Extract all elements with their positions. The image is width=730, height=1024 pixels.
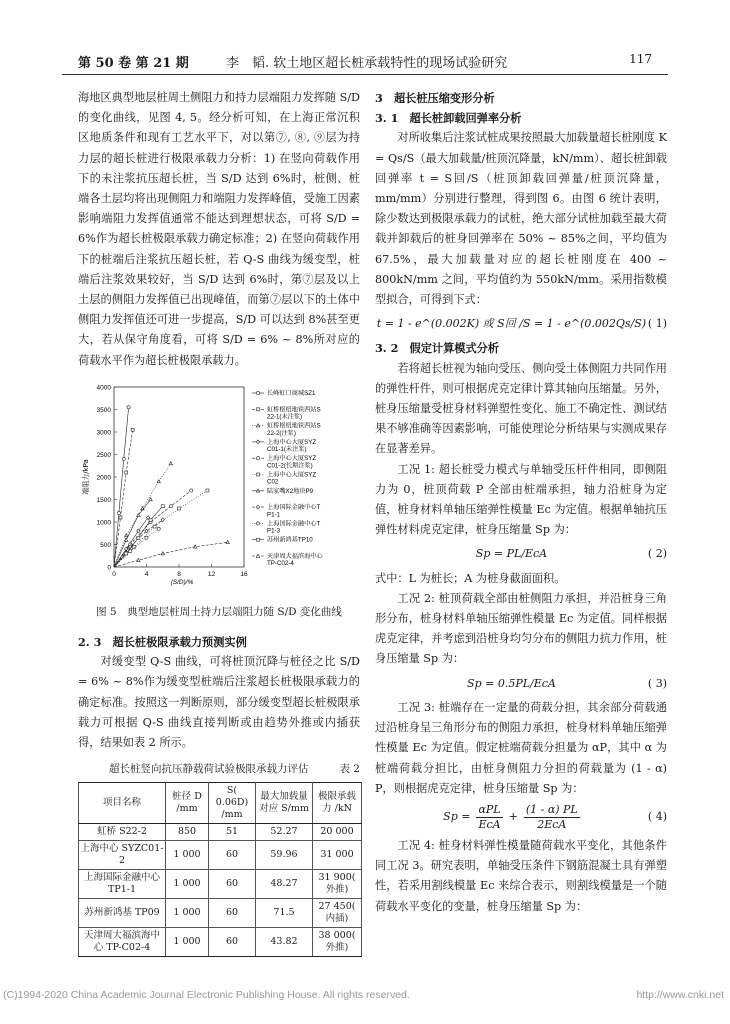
equation-body: Sp = 0.5PL/EcA bbox=[467, 676, 556, 690]
fig5-chart bbox=[78, 379, 360, 594]
y-axis-label: 端阻力/kPa bbox=[82, 459, 90, 495]
series-line bbox=[114, 490, 207, 567]
data-point bbox=[137, 558, 140, 561]
table-cell: 59.96 bbox=[256, 841, 313, 870]
table-cell: 31 900( 外推) bbox=[313, 870, 362, 899]
data-point bbox=[149, 498, 152, 501]
table-cell: 38 000( 外推) bbox=[313, 928, 362, 957]
table-cell: 31 000 bbox=[313, 841, 362, 870]
legend-label: C01-1(未注浆) bbox=[267, 445, 307, 453]
legend-marker bbox=[256, 522, 259, 525]
data-point bbox=[153, 525, 156, 528]
figure-caption: 图 5 典型地层桩周土持力层端阻力随 S/D 变化曲线 bbox=[96, 605, 342, 618]
y-tick-label: 4000 bbox=[96, 384, 111, 392]
right-column bbox=[375, 88, 667, 917]
eq4-lhs: Sp = bbox=[443, 810, 471, 824]
subsection-heading: 3. 1 超长桩卸载回弹率分析 bbox=[375, 111, 522, 126]
legend-label: P1-1 bbox=[267, 511, 281, 519]
data-point bbox=[169, 504, 172, 507]
paragraph: 工况 2: 桩顶荷载全部由桩侧阻力承担，并沿桩身三角形分布，桩身材料单轴压缩弹性模量 Ec 为定值。同样根据虎克定律，并考虑到沿桩身均匀分布的侧阻力抗力作用，桩身压缩量 Sp 为： bbox=[375, 591, 667, 666]
running-title: 李 韬. 软土地区超长桩承载特性的现场试验研究 bbox=[226, 56, 508, 71]
legend-marker bbox=[256, 489, 259, 492]
section-heading: 3 超长桩压缩变形分析 bbox=[375, 91, 495, 105]
legend-label: 上海中心大厦SYZ bbox=[267, 438, 317, 446]
table-header-row bbox=[79, 783, 362, 824]
data-point bbox=[194, 545, 197, 548]
data-point bbox=[226, 540, 229, 543]
paragraph: 工况 3: 桩端存在一定量的荷载分担，其余部分荷载通过沿桩身呈三角形分布的侧阻力承担，桩身材料单轴压缩弹性模量 Ec 为定值。假定桩端荷载分担量为 αP，其中 α 为桩端荷载分担比，由桩身侧阻力分担的荷载量为 (1 - α) P，则根据虎克定律，桩身压缩量 Sp 为： bbox=[375, 700, 667, 795]
data-point bbox=[169, 462, 172, 465]
equation-number: ( 3) bbox=[647, 676, 667, 690]
journal-volume: 第 50 卷 第 21 期 bbox=[78, 56, 189, 71]
paragraph: 若将超长桩视为轴向受压、侧向受土体侧阻力共同作用的弹性杆件，则可根据虎克定律计算其轴向压缩量。另外，桩身压缩量受桩身材料弹塑性变化、施工不确定性、测试结果不够准确等因素影响，可能使理论分析结果与实测成果存在显著差异。 bbox=[375, 361, 667, 456]
legend-marker bbox=[256, 554, 259, 557]
eq4-denominator: 2EcA bbox=[537, 817, 567, 831]
series-line bbox=[114, 463, 171, 567]
legend-marker bbox=[256, 440, 259, 444]
paragraph: 式中：L 为桩长；A 为桩身截面面积。 bbox=[375, 571, 566, 585]
data-point bbox=[117, 511, 120, 514]
x-tick-label: 0 bbox=[112, 570, 116, 578]
paragraph: 对缓变型 Q-S 曲线，可将桩顶沉降与桩径之比 S/D = 6% ~ 8%作为缓变型桩端后注浆超长桩极限承载力的确定标准。按照这一判断原则，部分缓变型超长桩极限承载力可根据 Q-S 曲线直接判断或由趋势外推或内插获得，结果如表 2 所示。 bbox=[78, 655, 360, 750]
paragraph: 工况 1: 超长桩受力模式与单轴受压杆件相同，即侧阻力为 0，桩顶荷载 P 全部由桩端承担，轴力沿桩身为定值，桩身材料单轴压缩弹性模量 Ec 为定值。根据单轴抗压弹性材料虎克定律，桩身压缩量 Sp 为： bbox=[375, 462, 667, 537]
series-line bbox=[114, 407, 129, 567]
col-header: 极限承载力 /kN bbox=[313, 783, 362, 824]
table-cell: 上海国际金融中心 TP1-1 bbox=[79, 870, 166, 899]
legend-label: 上海国际金融中心T bbox=[267, 520, 321, 528]
data-point bbox=[190, 489, 193, 492]
table-cell: 60 bbox=[209, 899, 256, 928]
table-cell: 20 000 bbox=[313, 824, 362, 841]
table-row bbox=[79, 899, 362, 928]
data-point bbox=[149, 518, 152, 521]
legend-label: C01-2(长期注浆) bbox=[267, 462, 313, 470]
legend-label: C02 bbox=[267, 478, 279, 486]
x-tick-label: 4 bbox=[144, 570, 149, 578]
section-heading: 2. 3 超长桩极限承载力预测实例 bbox=[78, 635, 247, 650]
data-point bbox=[161, 518, 164, 522]
legend-marker bbox=[256, 391, 259, 394]
legend-label: 上海中心大厦SYZ bbox=[267, 471, 317, 479]
eq4-numerator: αPL bbox=[478, 802, 501, 816]
table-cell: 上海中心 SYZC01-2 bbox=[79, 841, 166, 870]
data-point bbox=[131, 428, 134, 431]
equation-number: ( 2) bbox=[647, 547, 667, 561]
table-cell: 60 bbox=[209, 841, 256, 870]
data-point bbox=[145, 536, 148, 539]
data-point bbox=[157, 480, 160, 483]
x-axis-label: (S/D)/% bbox=[170, 578, 194, 586]
legend-marker bbox=[256, 424, 259, 427]
series-line bbox=[114, 490, 191, 567]
legend-marker bbox=[257, 538, 260, 541]
eq4-fraction-2 bbox=[524, 803, 580, 832]
table-cell: 苏州新鸿基 TP09 bbox=[79, 899, 166, 928]
data-point bbox=[119, 516, 122, 519]
series-line bbox=[114, 499, 151, 567]
table-tag: 表 2 bbox=[339, 763, 360, 776]
x-tick-label: 12 bbox=[207, 570, 216, 578]
paragraph: 海地区典型地层桩周土侧阻力和持力层端阻力发挥随 S/D 的变化曲线，见图 4, 5。经分析可知，在上海正常沉积区地质条件和现有工艺水平下，对以第⑦, ⑧, ⑨层为持力层的超长桩进行极限承载力分析：1) 在竖向荷载作用下的未注浆抗压超长桩，当 S/D 达到 6%时，桩侧、桩端各土层均将出现侧阻力和端阻力发挥峰值，受施工因素影响端阻力发挥值通常不能达到理想状态，可将 S/D = 6%作为超长桩极限承载力确定标准；2) 在竖向荷载作用下的桩端后注浆抗压超长桩，若 Q-S 曲线为缓变型，桩端后注浆效果较好，当 S/D 达到 6%时，第⑦层及以上土层的侧阻力发挥值已出现峰值，而第⑦层以下的土体中侧阻力发挥值还可进一步提高，S/D 可以达到 8%甚至更大，若从保守角度看，可将 S/D = 6% ~ 8%所对应的荷载水平作为超长桩极限承载力。 bbox=[78, 91, 360, 367]
table-row bbox=[79, 870, 362, 899]
table-cell: 27 450( 内插) bbox=[313, 899, 362, 928]
legend-label: 虹桥枢纽地铁西站S bbox=[267, 406, 321, 414]
table-caption-text: 超长桩竖向抗压静载荷试验极限承载力评估 bbox=[108, 763, 309, 776]
legend-label: 上海国际金融中心T bbox=[267, 503, 321, 511]
page-footer bbox=[0, 989, 730, 1005]
eq4-plus: + bbox=[508, 810, 518, 824]
equation-1 bbox=[375, 314, 667, 334]
legend-label: 陆家嘴X2地块P9 bbox=[267, 487, 314, 495]
page-header bbox=[78, 52, 652, 72]
equation-4 bbox=[375, 803, 667, 832]
data-point bbox=[157, 527, 160, 530]
eq4-denominator: EcA bbox=[478, 817, 501, 831]
plot-frame bbox=[114, 387, 244, 567]
table-cell: 1 000 bbox=[166, 928, 209, 957]
legend-label: 22-1(未注浆) bbox=[267, 413, 303, 421]
table-row bbox=[79, 841, 362, 870]
legend-label: 上海中心大厦SYZ bbox=[267, 455, 317, 463]
data-point bbox=[122, 457, 125, 460]
table-cell: 850 bbox=[166, 824, 209, 841]
y-tick-label: 1000 bbox=[96, 519, 111, 527]
table-cell: 60 bbox=[209, 870, 256, 899]
legend-label: 苏州新鸿基TP10 bbox=[267, 536, 313, 544]
header-rule bbox=[62, 74, 668, 75]
equation-number: ( 4) bbox=[647, 810, 667, 824]
copyright-notice: (C)1994-2020 China Academic Journal Electronic Publishing House. All rights reserved. bbox=[3, 989, 410, 1001]
legend-marker bbox=[257, 408, 260, 411]
data-point bbox=[137, 536, 140, 539]
eq4-fraction-1 bbox=[476, 803, 502, 832]
legend-marker bbox=[256, 456, 259, 459]
table-cell: 天津周大福滨海中心 TP-C02-4 bbox=[79, 928, 166, 957]
legend-label: 22-2(注浆) bbox=[267, 429, 296, 437]
x-tick-label: 16 bbox=[240, 570, 248, 578]
col-header: S( 0.06D) /mm bbox=[209, 783, 256, 824]
data-point bbox=[178, 507, 181, 510]
table-caption bbox=[78, 759, 360, 779]
equation-2 bbox=[375, 544, 667, 564]
legend-label: 天津周大福滨海中心 bbox=[267, 552, 323, 560]
equation-number: ( 1) bbox=[647, 317, 667, 331]
table-cell: 43.82 bbox=[256, 928, 313, 957]
data-point bbox=[161, 505, 164, 508]
table-cell: 52.27 bbox=[256, 824, 313, 841]
legend-label: TP-C02-4 bbox=[267, 560, 294, 568]
y-tick-label: 500 bbox=[100, 541, 111, 549]
data-point bbox=[125, 471, 128, 474]
paragraph: 对所收集后注浆试桩成果按照最大加载量超长桩刚度 K = Qs/S（最大加载量/桩顶沉降量，kN/mm）、超长桩卸载回弹率 t = S回/S（桩顶卸载回弹量/桩顶沉降量，mm/mm）分别进行整理，得到图 6。由图 6 统计表明，除少数达到极限承载力的试桩，绝大部分试桩加载至最大荷载并卸载后的桩身回弹率在 50% ~ 85%之间，平均值为 67.5%，最大加载量对应的超长桩刚度在 400 ~ 800kN/mm 之间，平均值约为 550kN/mm。采用指数模型拟合，可得到下式： bbox=[375, 131, 667, 307]
data-point bbox=[161, 552, 164, 555]
table-row bbox=[79, 928, 362, 957]
y-tick-label: 2000 bbox=[96, 474, 111, 482]
equation-body: Sp = PL/EcA bbox=[475, 547, 548, 561]
equation-body: t = 1 - e^(0.002K) 或 S回 /S = 1 - e^(0.002Qs/S) bbox=[376, 317, 647, 331]
table-cell: 虹桥 S22-2 bbox=[79, 824, 166, 841]
table-row bbox=[79, 824, 362, 841]
data-point bbox=[125, 552, 128, 555]
table-cell: 71.5 bbox=[256, 899, 313, 928]
y-tick-label: 3500 bbox=[96, 406, 111, 414]
page-number: 117 bbox=[629, 52, 652, 66]
col-header: 项目名称 bbox=[79, 783, 166, 824]
table-cell: 1 000 bbox=[166, 870, 209, 899]
legend-label: 虹桥枢纽地铁西站S bbox=[267, 422, 321, 430]
subsection-heading: 3. 2 假定计算模式分析 bbox=[375, 341, 500, 356]
legend-marker bbox=[257, 473, 260, 476]
table-cell: 60 bbox=[209, 928, 256, 957]
table-2 bbox=[78, 782, 362, 957]
left-column bbox=[78, 88, 360, 957]
paragraph: 工况 4: 桩身材料弹性模量随荷载水平变化，其他条件同工况 3。研究表明，单轴受压条件下钢筋混凝土具有弹塑性，若采用割线模量 Ec 来综合表示，则割线模量是一个随荷载水平变化的变量，桩身压缩量 Sp 为： bbox=[375, 838, 667, 913]
legend-label: 长峰虹口商城SZ1 bbox=[267, 389, 316, 397]
equation-body bbox=[375, 803, 648, 832]
y-tick-label: 0 bbox=[107, 564, 111, 572]
footer-url: http://www.cnki.net bbox=[636, 989, 724, 1001]
data-point bbox=[127, 405, 130, 408]
eq4-numerator: (1 - α) PL bbox=[525, 802, 578, 816]
col-header: 最大加载量对应 S/mm bbox=[256, 783, 313, 824]
table-cell: 1 000 bbox=[166, 899, 209, 928]
figure-5 bbox=[78, 379, 360, 594]
table-cell: 51 bbox=[209, 824, 256, 841]
data-point bbox=[124, 534, 127, 537]
table-cell: 1 000 bbox=[166, 841, 209, 870]
data-point bbox=[206, 489, 209, 492]
equation-3 bbox=[375, 674, 667, 694]
y-tick-label: 3000 bbox=[96, 429, 111, 437]
x-tick-label: 8 bbox=[177, 570, 181, 578]
legend-marker bbox=[256, 505, 259, 509]
col-header: 桩径 D /mm bbox=[166, 783, 209, 824]
legend-label: P1-3 bbox=[267, 527, 281, 535]
table-cell: 48.27 bbox=[256, 870, 313, 899]
y-tick-label: 1500 bbox=[96, 496, 111, 504]
y-tick-label: 2500 bbox=[96, 451, 111, 459]
